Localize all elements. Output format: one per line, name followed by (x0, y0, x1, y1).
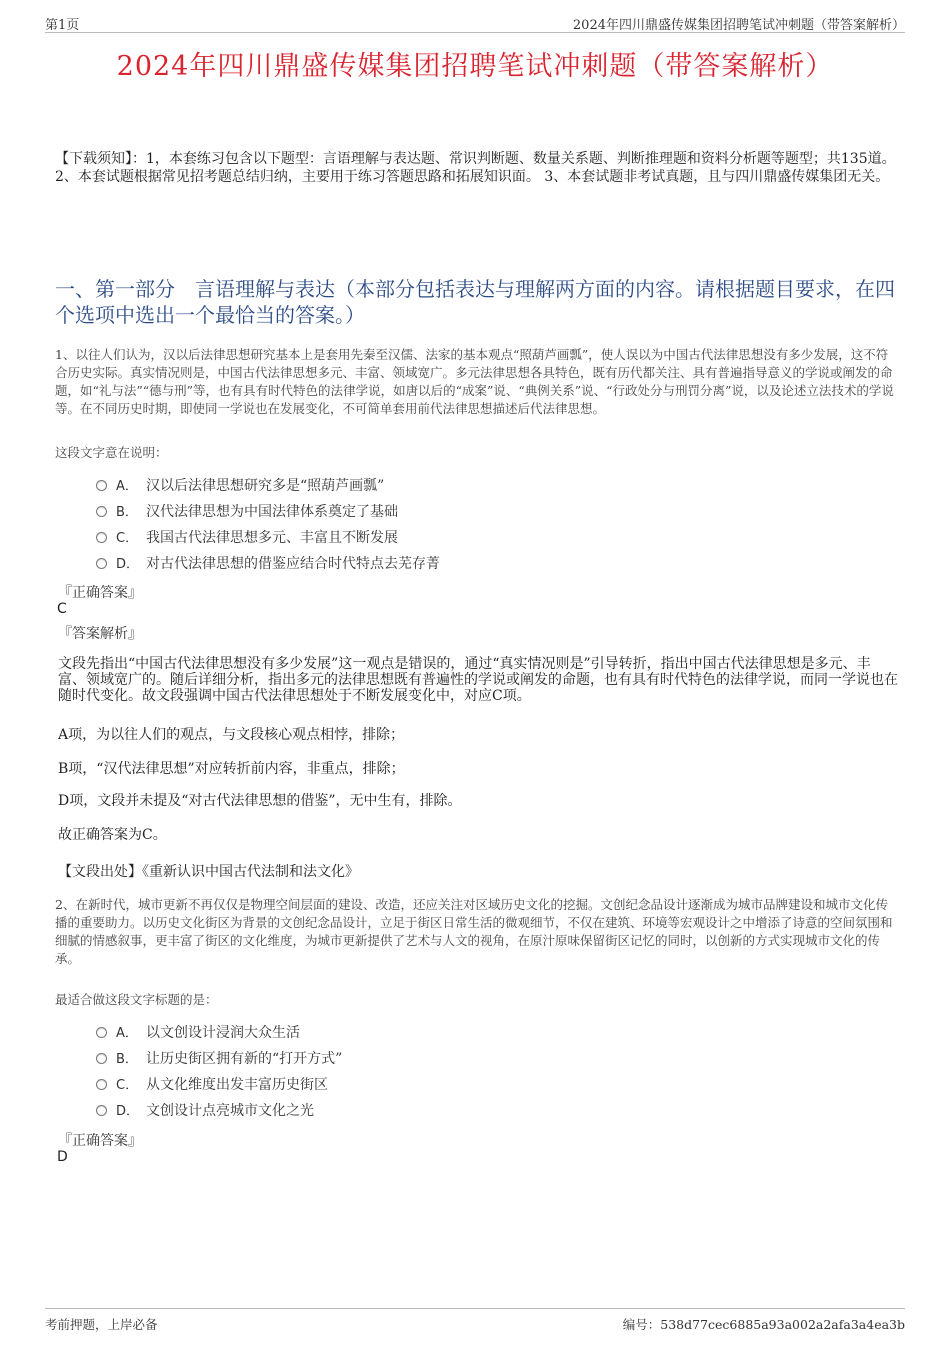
option-c[interactable]: C． 我国古代法律思想多元、丰富且不断发展 (96, 525, 440, 551)
option-a[interactable]: A． 汉以后法律思想研究多是“照葫芦画瓢” (96, 473, 440, 499)
question-2-text: 2、在新时代，城市更新不再仅仅是物理空间层面的建设、改造，还应关注对区域历史文化的挖掘。文创纪念品设计逐渐成为城市品牌建设和城市文化传播的重要助力。以历史文化街区为背景的文创纪念品设计，立足于街区日常生活的微观细节，不仅在建筑、环境等宏观设计之中增添了诗意的空间氛围和细腻的情感叙事，更丰富了街区的文化维度，为城市更新提供了艺术与人文的视角，在原汁原味保留街区记忆的同时，以创新的方式实现城市文化的传承。 (55, 897, 893, 966)
section-heading: 一、第一部分 言语理解与表达（本部分包括表达与理解两方面的内容。请根据题目要求，在四个选项中选出一个最恰当的答案。） (55, 277, 895, 327)
footer-slogan: 考前押题，上岸必备 (45, 1317, 158, 1332)
analysis-conclusion: 故正确答案为C。 (58, 827, 167, 843)
question-2-prompt: 最适合做这段文字标题的是： (55, 992, 218, 1007)
passage-source: 【文段出处】《重新认识中国古代法制和法文化》 (58, 864, 359, 880)
correct-answer: C (57, 601, 67, 617)
option-d[interactable]: D． 对古代法律思想的借鉴应结合时代特点去芜存菁 (96, 551, 440, 577)
download-notice: 【下载须知】：1，本套练习包含以下题型：言语理解与表达题、常识判断题、数量关系题、判断推理题和资料分析题等题型；共135道。 2、本套试题根据常见招考题总结归纳，主要用于练习答题思路和拓展知识面。 3、本套试题非考试真题，且与四川鼎盛传媒集团无关。 (55, 151, 896, 185)
page-footer (45, 1308, 905, 1333)
analysis-option-a: A项，为以往人们的观点，与文段核心观点相悖，排除； (58, 727, 405, 743)
document-title: 2024年四川鼎盛传媒集团招聘笔试冲刺题（带答案解析） (116, 51, 834, 82)
option-b[interactable]: B． 让历史街区拥有新的“打开方式” (96, 1046, 342, 1072)
question-2-options (96, 1020, 342, 1124)
question-1-text: 1、以往人们认为，汉以后法律思想研究基本上是套用先秦至汉儒、法家的基本观点“照葫芦画瓢”，使人误以为中国古代法律思想没有多少发展，这不符合历史实际。真实情况则是，中国古代法律思想多元、丰富、领域宽广。多元法律思想各具特色，既有历代都关注、具有普遍指导意义的学说或阐发的命题，如“礼与法”“德与刑”等，也有具有时代特色的法律学说，如唐以后的“成案”说、“典例关系”说、“行政处分与刑罚分离”说，以及论述立法技术的学说等。在不同历史时期，即使同一学说也在发展变化，不可简单套用前代法律思想描述后代法律思想。 (55, 347, 894, 416)
correct-answer: D (57, 1149, 68, 1165)
option-c[interactable]: C． 从文化维度出发丰富历史街区 (96, 1072, 342, 1098)
analysis-option-b: B项，“汉代法律思想”对应转折前内容，非重点，排除； (58, 761, 405, 777)
option-b[interactable]: B． 汉代法律思想为中国法律体系奠定了基础 (96, 499, 440, 525)
option-d[interactable]: D． 文创设计点亮城市文化之光 (96, 1098, 342, 1124)
radio-icon[interactable] (96, 1105, 107, 1116)
radio-icon[interactable] (96, 1053, 107, 1064)
correct-answer-label: 『正确答案』 (58, 585, 142, 601)
option-a[interactable]: A． 以文创设计浸润大众生活 (96, 1020, 342, 1046)
question-1-options (96, 473, 440, 577)
page-number: 第1页 (45, 18, 80, 33)
footer-doc-id: 编号：538d77cec6885a93a002a2afa3a4ea3b (622, 1317, 905, 1332)
radio-icon[interactable] (96, 1079, 107, 1090)
header-doc-title: 2024年四川鼎盛传媒集团招聘笔试冲刺题（带答案解析） (572, 18, 905, 33)
correct-answer-label: 『正确答案』 (58, 1133, 142, 1149)
radio-icon[interactable] (96, 532, 107, 543)
page-header (45, 14, 905, 33)
analysis-paragraph: 文段先指出“中国古代法律思想没有多少发展”这一观点是错误的，通过“真实情况则是”引导转折，指出中国古代法律思想是多元、丰富、领域宽广的。随后详细分析，指出多元的法律思想既有普遍性的学说或阐发的命题，也有具有时代特色的法律学说，而同一学说也在随时代变化。故文段强调中国古代法律思想处于不断发展变化中，对应C项。 (58, 656, 898, 704)
question-1-prompt: 这段文字意在说明： (55, 445, 168, 460)
radio-icon[interactable] (96, 1027, 107, 1038)
analysis-option-d: D项，文段并未提及“对古代法律思想的借鉴”，无中生有，排除。 (58, 793, 462, 809)
analysis-label: 『答案解析』 (58, 626, 142, 642)
radio-icon[interactable] (96, 558, 107, 569)
radio-icon[interactable] (96, 480, 107, 491)
radio-icon[interactable] (96, 506, 107, 517)
